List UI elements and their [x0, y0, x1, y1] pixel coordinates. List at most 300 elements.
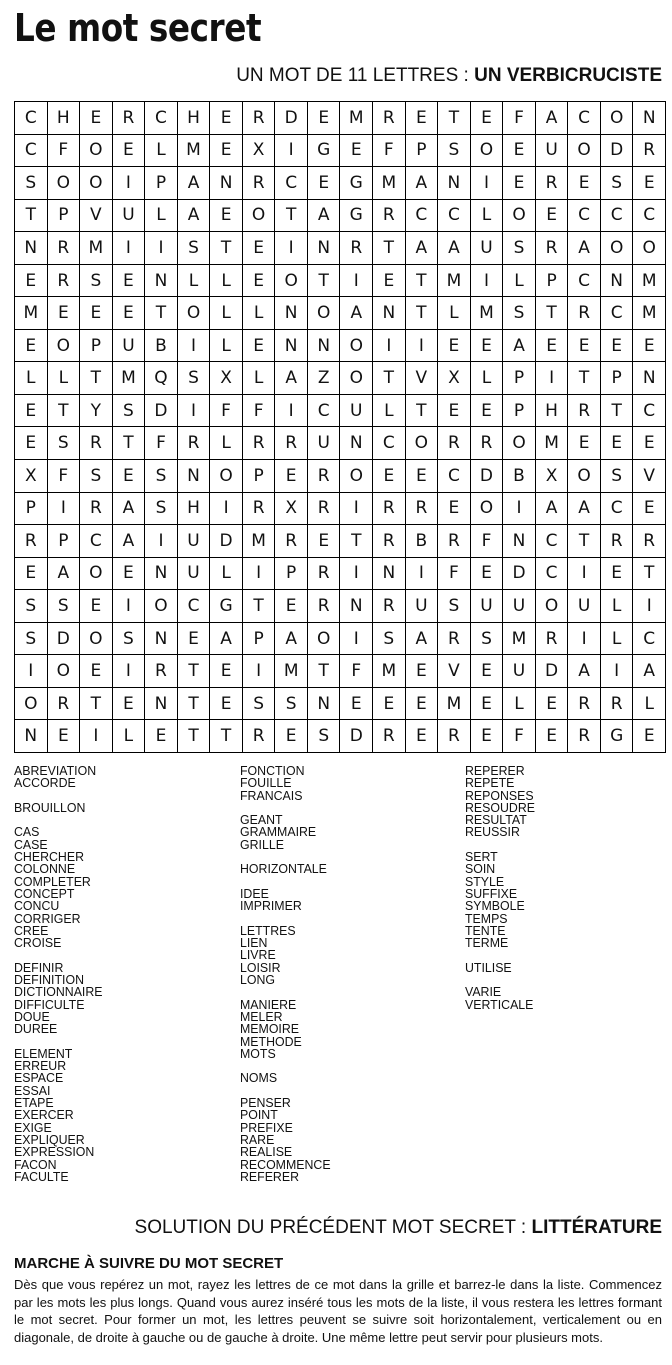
word-list-item[interactable]: CROISE	[14, 935, 62, 951]
grid-cell[interactable]: T	[243, 590, 276, 623]
word-list-item[interactable]: LONG	[240, 972, 276, 988]
grid-cell[interactable]: L	[210, 297, 243, 330]
grid-cell[interactable]: G	[340, 167, 373, 200]
grid-cell[interactable]: E	[308, 167, 341, 200]
grid-cell[interactable]: I	[406, 330, 439, 363]
word-list-item[interactable]: DOUE	[14, 1008, 50, 1024]
grid-cell[interactable]: L	[15, 362, 48, 395]
grid-cell[interactable]: I	[406, 558, 439, 591]
grid-cell[interactable]: A	[340, 297, 373, 330]
grid-cell[interactable]: T	[308, 655, 341, 688]
grid-cell[interactable]: E	[48, 297, 81, 330]
grid-cell[interactable]: A	[568, 655, 601, 688]
word-list-item[interactable]: CORRIGER	[14, 910, 81, 926]
grid-cell[interactable]: E	[210, 200, 243, 233]
grid-cell[interactable]: C	[80, 525, 113, 558]
word-list-item[interactable]: SERT	[465, 849, 498, 865]
grid-cell[interactable]: I	[340, 623, 373, 656]
grid-cell[interactable]: M	[275, 655, 308, 688]
grid-cell[interactable]: I	[113, 232, 146, 265]
grid-cell[interactable]: O	[601, 232, 634, 265]
grid-cell[interactable]: S	[275, 688, 308, 721]
grid-cell[interactable]: E	[210, 688, 243, 721]
grid-cell[interactable]: I	[178, 330, 211, 363]
grid-cell[interactable]: E	[210, 135, 243, 168]
grid-cell[interactable]: R	[373, 493, 406, 526]
word-list-item[interactable]: RESULTAT	[465, 812, 527, 828]
grid-cell[interactable]: U	[178, 525, 211, 558]
grid-cell[interactable]: E	[80, 655, 113, 688]
grid-cell[interactable]: S	[503, 297, 536, 330]
grid-cell[interactable]: E	[471, 655, 504, 688]
grid-cell[interactable]: E	[438, 330, 471, 363]
grid-cell[interactable]: T	[178, 688, 211, 721]
grid-cell[interactable]: C	[633, 623, 666, 656]
grid-cell[interactable]: M	[340, 102, 373, 135]
grid-cell[interactable]: I	[633, 590, 666, 623]
grid-cell[interactable]: L	[601, 590, 634, 623]
grid-cell[interactable]: O	[471, 493, 504, 526]
grid-cell[interactable]: E	[373, 688, 406, 721]
grid-cell[interactable]: I	[340, 493, 373, 526]
grid-cell[interactable]: R	[80, 493, 113, 526]
grid-cell[interactable]: A	[438, 232, 471, 265]
word-list-item[interactable]: VERTICALE	[465, 996, 534, 1012]
word-list-item[interactable]: RESOUDRE	[465, 799, 536, 815]
grid-cell[interactable]: N	[178, 460, 211, 493]
word-list-item[interactable]: FRANCAIS	[240, 787, 303, 803]
word-list-item[interactable]: SOIN	[465, 861, 496, 877]
grid-cell[interactable]: E	[601, 330, 634, 363]
grid-cell[interactable]: T	[373, 362, 406, 395]
grid-cell[interactable]: I	[275, 232, 308, 265]
grid-cell[interactable]: A	[568, 493, 601, 526]
grid-cell[interactable]: E	[275, 460, 308, 493]
word-list-item[interactable]: FONCTION	[240, 763, 305, 778]
word-list-item[interactable]: RARE	[240, 1131, 275, 1147]
word-list-item[interactable]: TEMPS	[465, 910, 508, 926]
grid-cell[interactable]: A	[275, 362, 308, 395]
grid-cell[interactable]: A	[210, 623, 243, 656]
grid-cell[interactable]: E	[145, 720, 178, 753]
grid-cell[interactable]: N	[145, 265, 178, 298]
grid-cell[interactable]: U	[568, 590, 601, 623]
grid-cell[interactable]: A	[178, 167, 211, 200]
grid-cell[interactable]: S	[601, 460, 634, 493]
grid-cell[interactable]: O	[48, 655, 81, 688]
grid-cell[interactable]: V	[438, 655, 471, 688]
grid-cell[interactable]: I	[340, 265, 373, 298]
grid-cell[interactable]: R	[15, 525, 48, 558]
grid-cell[interactable]: S	[145, 493, 178, 526]
grid-cell[interactable]: O	[243, 200, 276, 233]
grid-cell[interactable]: O	[340, 460, 373, 493]
grid-cell[interactable]: T	[601, 395, 634, 428]
grid-cell[interactable]: T	[80, 362, 113, 395]
grid-cell[interactable]: F	[48, 135, 81, 168]
grid-cell[interactable]: N	[308, 232, 341, 265]
grid-cell[interactable]: O	[406, 427, 439, 460]
word-list-item[interactable]: LIVRE	[240, 947, 276, 963]
grid-cell[interactable]: T	[340, 525, 373, 558]
word-list-item[interactable]: HORIZONTALE	[240, 861, 327, 877]
grid-cell[interactable]: F	[145, 427, 178, 460]
grid-cell[interactable]: S	[113, 623, 146, 656]
grid-cell[interactable]: E	[113, 558, 146, 591]
grid-cell[interactable]: H	[48, 102, 81, 135]
grid-cell[interactable]: M	[536, 427, 569, 460]
word-list-item[interactable]: NOMS	[240, 1070, 278, 1086]
grid-cell[interactable]: S	[15, 623, 48, 656]
grid-cell[interactable]: E	[568, 167, 601, 200]
grid-cell[interactable]: T	[438, 102, 471, 135]
grid-cell[interactable]: N	[308, 330, 341, 363]
grid-cell[interactable]: B	[406, 525, 439, 558]
grid-cell[interactable]: D	[48, 623, 81, 656]
grid-cell[interactable]: C	[308, 395, 341, 428]
grid-cell[interactable]: I	[178, 395, 211, 428]
grid-cell[interactable]: R	[373, 102, 406, 135]
grid-cell[interactable]: U	[503, 655, 536, 688]
word-list-item[interactable]: MOTS	[240, 1045, 276, 1061]
grid-cell[interactable]: F	[48, 460, 81, 493]
grid-cell[interactable]: L	[471, 362, 504, 395]
word-list-item[interactable]: CREE	[14, 922, 49, 938]
grid-cell[interactable]: R	[243, 167, 276, 200]
grid-cell[interactable]: L	[113, 720, 146, 753]
grid-cell[interactable]: S	[373, 623, 406, 656]
grid-cell[interactable]: I	[536, 362, 569, 395]
grid-cell[interactable]: E	[113, 297, 146, 330]
grid-cell[interactable]: X	[15, 460, 48, 493]
grid-cell[interactable]: A	[113, 525, 146, 558]
grid-cell[interactable]: S	[503, 232, 536, 265]
grid-cell[interactable]: E	[113, 265, 146, 298]
word-list-item[interactable]: DUREE	[14, 1021, 58, 1037]
grid-cell[interactable]: I	[145, 232, 178, 265]
word-list-item[interactable]: ESSAI	[14, 1082, 51, 1098]
grid-cell[interactable]: E	[178, 623, 211, 656]
grid-cell[interactable]: C	[601, 297, 634, 330]
grid-cell[interactable]: R	[438, 623, 471, 656]
grid-cell[interactable]: P	[275, 558, 308, 591]
grid-cell[interactable]: E	[113, 688, 146, 721]
grid-cell[interactable]: E	[633, 167, 666, 200]
word-list-item[interactable]: DICTIONNAIRE	[14, 984, 103, 1000]
grid-cell[interactable]: R	[308, 493, 341, 526]
grid-cell[interactable]: C	[373, 427, 406, 460]
grid-cell[interactable]: L	[210, 265, 243, 298]
grid-cell[interactable]: U	[471, 232, 504, 265]
grid-cell[interactable]: O	[308, 623, 341, 656]
grid-cell[interactable]: P	[48, 200, 81, 233]
grid-cell[interactable]: L	[48, 362, 81, 395]
grid-cell[interactable]: H	[178, 102, 211, 135]
word-list-item[interactable]: EXPLIQUER	[14, 1131, 85, 1147]
word-list-item[interactable]: UTILISE	[465, 959, 512, 975]
grid-cell[interactable]: T	[406, 395, 439, 428]
grid-cell[interactable]: X	[275, 493, 308, 526]
grid-cell[interactable]: E	[471, 395, 504, 428]
grid-cell[interactable]: O	[340, 330, 373, 363]
grid-cell[interactable]: E	[633, 427, 666, 460]
word-list-item[interactable]: REPETE	[465, 775, 515, 791]
grid-cell[interactable]: C	[633, 200, 666, 233]
word-list-item[interactable]: CONCU	[14, 898, 60, 914]
grid-cell[interactable]: T	[406, 297, 439, 330]
grid-cell[interactable]: S	[438, 590, 471, 623]
grid-cell[interactable]: C	[601, 493, 634, 526]
grid-cell[interactable]: R	[275, 525, 308, 558]
grid-cell[interactable]: R	[373, 200, 406, 233]
word-list-item[interactable]: ETAPE	[14, 1095, 54, 1111]
grid-cell[interactable]: A	[48, 558, 81, 591]
grid-cell[interactable]: E	[340, 688, 373, 721]
grid-cell[interactable]: P	[243, 623, 276, 656]
grid-cell[interactable]: L	[471, 200, 504, 233]
word-list-item[interactable]: CASE	[14, 836, 48, 852]
grid-cell[interactable]: U	[113, 200, 146, 233]
grid-cell[interactable]: R	[471, 427, 504, 460]
grid-cell[interactable]: N	[275, 297, 308, 330]
grid-cell[interactable]: F	[503, 720, 536, 753]
grid-cell[interactable]: A	[536, 102, 569, 135]
grid-cell[interactable]: M	[15, 297, 48, 330]
grid-cell[interactable]: L	[503, 265, 536, 298]
word-list-item[interactable]: ABREVIATION	[14, 763, 97, 778]
grid-cell[interactable]: R	[406, 493, 439, 526]
grid-cell[interactable]: R	[48, 232, 81, 265]
grid-cell[interactable]: N	[340, 427, 373, 460]
grid-cell[interactable]: E	[80, 102, 113, 135]
grid-cell[interactable]: M	[633, 297, 666, 330]
grid-cell[interactable]: E	[471, 558, 504, 591]
grid-cell[interactable]: D	[210, 525, 243, 558]
grid-cell[interactable]: E	[406, 688, 439, 721]
grid-cell[interactable]: R	[601, 688, 634, 721]
grid-cell[interactable]: E	[406, 102, 439, 135]
grid-cell[interactable]: R	[536, 232, 569, 265]
grid-cell[interactable]: R	[536, 623, 569, 656]
grid-cell[interactable]: T	[210, 720, 243, 753]
grid-cell[interactable]: P	[503, 395, 536, 428]
grid-cell[interactable]: R	[48, 688, 81, 721]
word-list-item[interactable]: LIEN	[240, 935, 268, 951]
grid-cell[interactable]: V	[80, 200, 113, 233]
grid-cell[interactable]: R	[568, 297, 601, 330]
grid-cell[interactable]: E	[568, 330, 601, 363]
grid-cell[interactable]: I	[15, 655, 48, 688]
word-list-item[interactable]: POINT	[240, 1107, 278, 1123]
grid-cell[interactable]: L	[373, 395, 406, 428]
word-list-item[interactable]: METHODE	[240, 1033, 302, 1049]
word-list-item[interactable]: REUSSIR	[465, 824, 520, 840]
grid-cell[interactable]: R	[373, 525, 406, 558]
grid-cell[interactable]: D	[340, 720, 373, 753]
grid-cell[interactable]: R	[536, 167, 569, 200]
grid-cell[interactable]: M	[633, 265, 666, 298]
grid-cell[interactable]: N	[373, 297, 406, 330]
grid-cell[interactable]: N	[145, 688, 178, 721]
grid-cell[interactable]: G	[308, 135, 341, 168]
grid-cell[interactable]: O	[80, 167, 113, 200]
grid-cell[interactable]: E	[113, 460, 146, 493]
grid-cell[interactable]: B	[145, 330, 178, 363]
grid-cell[interactable]: U	[308, 427, 341, 460]
grid-cell[interactable]: O	[340, 362, 373, 395]
grid-cell[interactable]: E	[503, 167, 536, 200]
grid-cell[interactable]: S	[178, 362, 211, 395]
word-list-item[interactable]: LETTRES	[240, 922, 296, 938]
grid-cell[interactable]: P	[406, 135, 439, 168]
grid-cell[interactable]: T	[113, 427, 146, 460]
grid-cell[interactable]: I	[601, 655, 634, 688]
word-list-item[interactable]: CHERCHER	[14, 849, 84, 865]
grid-cell[interactable]: M	[438, 688, 471, 721]
grid-cell[interactable]: P	[80, 330, 113, 363]
grid-cell[interactable]: H	[536, 395, 569, 428]
grid-cell[interactable]: O	[503, 200, 536, 233]
grid-cell[interactable]: E	[536, 688, 569, 721]
grid-cell[interactable]: R	[48, 265, 81, 298]
grid-cell[interactable]: E	[471, 102, 504, 135]
grid-cell[interactable]: O	[80, 135, 113, 168]
grid-cell[interactable]: N	[15, 720, 48, 753]
word-list-item[interactable]: FACULTE	[14, 1168, 69, 1184]
grid-cell[interactable]: M	[80, 232, 113, 265]
grid-cell[interactable]: Q	[145, 362, 178, 395]
grid-cell[interactable]: S	[80, 460, 113, 493]
grid-cell[interactable]: A	[406, 623, 439, 656]
grid-cell[interactable]: E	[210, 102, 243, 135]
grid-cell[interactable]: F	[210, 395, 243, 428]
grid-cell[interactable]: O	[178, 297, 211, 330]
grid-cell[interactable]: I	[340, 558, 373, 591]
word-list-item[interactable]: MANIERE	[240, 996, 297, 1012]
word-list-item[interactable]: PENSER	[240, 1095, 291, 1111]
grid-cell[interactable]: A	[503, 330, 536, 363]
grid-cell[interactable]: S	[15, 167, 48, 200]
grid-cell[interactable]: C	[275, 167, 308, 200]
grid-cell[interactable]: E	[210, 655, 243, 688]
grid-cell[interactable]: O	[601, 102, 634, 135]
grid-cell[interactable]: E	[471, 720, 504, 753]
grid-cell[interactable]: E	[471, 330, 504, 363]
word-list-item[interactable]: TERME	[465, 935, 509, 951]
grid-cell[interactable]: L	[145, 135, 178, 168]
grid-cell[interactable]: E	[601, 427, 634, 460]
word-list-item[interactable]: BROUILLON	[14, 799, 86, 815]
grid-cell[interactable]: T	[178, 655, 211, 688]
grid-cell[interactable]: E	[633, 493, 666, 526]
word-list-item[interactable]: VARIE	[465, 984, 502, 1000]
grid-cell[interactable]: I	[471, 167, 504, 200]
grid-cell[interactable]: E	[406, 655, 439, 688]
grid-cell[interactable]: T	[568, 362, 601, 395]
grid-cell[interactable]: S	[145, 460, 178, 493]
grid-cell[interactable]: R	[568, 688, 601, 721]
grid-cell[interactable]: C	[568, 200, 601, 233]
grid-cell[interactable]: N	[438, 167, 471, 200]
grid-cell[interactable]: R	[373, 590, 406, 623]
word-list-item[interactable]: ELEMENT	[14, 1045, 73, 1061]
word-list-item[interactable]: EXPRESSION	[14, 1144, 95, 1160]
grid-cell[interactable]: C	[568, 265, 601, 298]
grid-cell[interactable]: R	[633, 135, 666, 168]
grid-cell[interactable]: R	[178, 427, 211, 460]
grid-cell[interactable]: U	[503, 590, 536, 623]
grid-cell[interactable]: E	[633, 720, 666, 753]
grid-cell[interactable]: O	[308, 297, 341, 330]
grid-cell[interactable]: O	[80, 623, 113, 656]
grid-cell[interactable]: S	[178, 232, 211, 265]
word-list-item[interactable]: GRILLE	[240, 836, 284, 852]
grid-cell[interactable]: E	[243, 330, 276, 363]
grid-cell[interactable]: R	[601, 525, 634, 558]
grid-cell[interactable]: F	[471, 525, 504, 558]
word-list-item[interactable]: REALISE	[240, 1144, 293, 1160]
grid-cell[interactable]: T	[80, 688, 113, 721]
grid-cell[interactable]: C	[178, 590, 211, 623]
word-list-item[interactable]: CONCEPT	[14, 885, 75, 901]
word-list-item[interactable]: SUFFIXE	[465, 885, 518, 901]
grid-cell[interactable]: O	[48, 167, 81, 200]
grid-cell[interactable]: L	[601, 623, 634, 656]
grid-cell[interactable]: R	[438, 720, 471, 753]
grid-cell[interactable]: F	[340, 655, 373, 688]
grid-cell[interactable]: L	[210, 558, 243, 591]
grid-cell[interactable]: I	[471, 265, 504, 298]
grid-cell[interactable]: O	[48, 330, 81, 363]
grid-cell[interactable]: R	[308, 558, 341, 591]
grid-cell[interactable]: T	[145, 297, 178, 330]
grid-cell[interactable]: R	[113, 102, 146, 135]
grid-cell[interactable]: R	[80, 427, 113, 460]
grid-cell[interactable]: X	[210, 362, 243, 395]
grid-cell[interactable]: E	[275, 720, 308, 753]
grid-cell[interactable]: R	[568, 720, 601, 753]
word-list-item[interactable]: ESPACE	[14, 1070, 64, 1086]
grid-cell[interactable]: T	[210, 232, 243, 265]
grid-cell[interactable]: T	[308, 265, 341, 298]
grid-cell[interactable]: A	[178, 200, 211, 233]
grid-cell[interactable]: R	[438, 427, 471, 460]
grid-cell[interactable]: M	[373, 655, 406, 688]
grid-cell[interactable]: I	[275, 135, 308, 168]
grid-cell[interactable]: P	[503, 362, 536, 395]
grid-cell[interactable]: S	[243, 688, 276, 721]
grid-cell[interactable]: E	[633, 330, 666, 363]
grid-cell[interactable]: L	[145, 200, 178, 233]
word-list-item[interactable]: COMPLETER	[14, 873, 91, 889]
word-list-item[interactable]: ACCORDE	[14, 775, 76, 791]
grid-cell[interactable]: O	[471, 135, 504, 168]
grid-cell[interactable]: E	[503, 135, 536, 168]
grid-cell[interactable]: C	[406, 200, 439, 233]
grid-cell[interactable]: N	[15, 232, 48, 265]
word-list-item[interactable]: STYLE	[465, 873, 505, 889]
grid-cell[interactable]: C	[438, 200, 471, 233]
grid-cell[interactable]: O	[210, 460, 243, 493]
grid-cell[interactable]: O	[145, 590, 178, 623]
grid-cell[interactable]: S	[80, 265, 113, 298]
grid-cell[interactable]: E	[48, 720, 81, 753]
grid-cell[interactable]: G	[340, 200, 373, 233]
grid-cell[interactable]: T	[15, 200, 48, 233]
grid-cell[interactable]: U	[536, 135, 569, 168]
grid-cell[interactable]: N	[145, 558, 178, 591]
grid-cell[interactable]: I	[503, 493, 536, 526]
